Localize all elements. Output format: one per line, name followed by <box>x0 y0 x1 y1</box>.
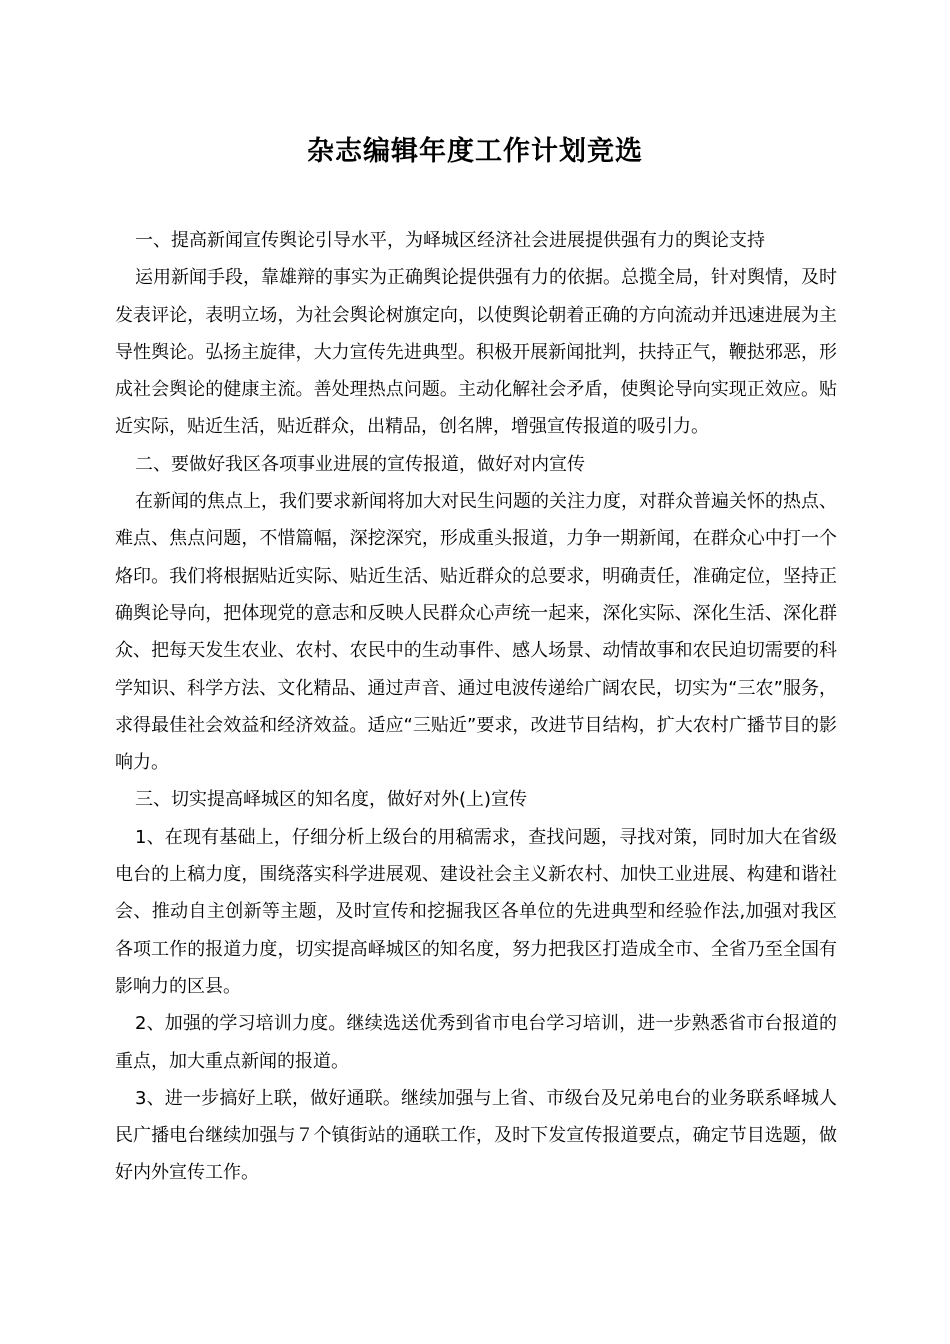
body-paragraph: 运用新闻手段，靠雄辩的事实为正确舆论提供强有力的依据。总揽全局，针对舆情，及时发表评论，表明立场，为社会舆论树旗定向，以使舆论朝着正确的方向流动并迅速进展为主导性舆论。弘扬主旋律，大力宣传先进典型。积极开展新闻批判，扶持正气，鞭挞邪恶，形成社会舆论的健康主流。善处理热点问题。主动化解社会矛盾，使舆论导向实现正效应。贴近实际，贴近生活，贴近群众，出精品，创名牌，增强宣传报道的吸引力。 <box>115 267 837 438</box>
document-title: 杂志编辑年度工作计划竞选 <box>307 136 643 167</box>
numbered-paragraph-3: 3、进一步搞好上联，做好通联。继续加强与上省、市级台及兄弟电台的业务联系峄城人民广播电台继续加强与７个镇街站的通联工作，及时下发宣传报道要点，确定节目选题，做好内外宣传工作。 <box>115 1087 837 1184</box>
section-heading-1: 一、提高新闻宣传舆论引导水平，为峄城区经济社会进展提供强有力的舆论支持 <box>135 230 765 251</box>
body-paragraph: 在新闻的焦点上，我们要求新闻将加大对民生问题的关注力度，对群众普遍关怀的热点、难点、焦点问题，不惜篇幅，深挖深究，形成重头报道，力争一期新闻，在群众心中打一个烙印。我们将根据贴近实际、贴近生活、贴近群众的总要求，明确责任，准确定位，坚持正确舆论导向，把体现党的意志和反映人民群众心声统一起来，深化实际、深化生活、深化群众、把每天发生农业、农村、农民中的生动事件、感人场景、动情故事和农民迫切需要的科学知识、科学方法、文化精品、通过声音、通过电波传递给广阔农民，切实为“三农”服务，求得最佳社会效益和经济效益。适应“三贴近”要求，改进节目结构，扩大农村广播节目的影响力。 <box>115 491 837 774</box>
section-heading-2: 二、要做好我区各项事业进展的宣传报道，做好对内宣传 <box>135 453 585 475</box>
numbered-paragraph-1: 1、在现有基础上，仔细分析上级台的用稿需求，查找问题，寻找对策，同时加大在省级电台的上稿力度，围绕落实科学进展观、建设社会主义新农村、加快工业进展、构建和谐社会、推动自主创新等主题，及时宣传和挖掘我区各单位的先进典型和经验作法,加强对我区各项工作的报道力度，切实提高峄城区的知名度，努力把我区打造成全市、全省乃至全国有影响力的区县。 <box>115 826 837 997</box>
section-heading-3: 三、切实提高峄城区的知名度，做好对外(上)宣传 <box>135 789 528 811</box>
document-body <box>115 222 837 1192</box>
numbered-paragraph-2: 2、加强的学习培训力度。继续选送优秀到省市电台学习培训，进一步熟悉省市台报道的重点，加大重点新闻的报道。 <box>115 1013 837 1072</box>
